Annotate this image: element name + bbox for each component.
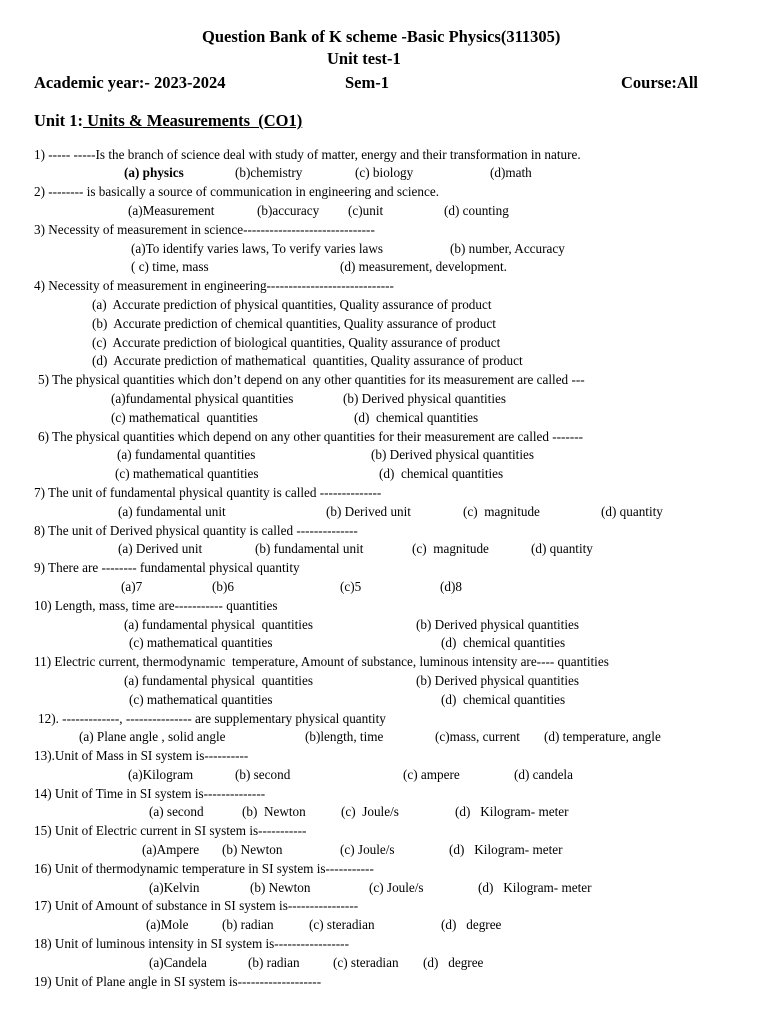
options-row [0, 691, 768, 710]
options-row [0, 465, 768, 484]
option-a: (a) fundamental quantities [117, 447, 256, 463]
question-text: 9) There are -------- fundamental physical quantity [34, 560, 300, 576]
question-list [0, 146, 768, 992]
option-a: (a) Plane angle , solid angle [79, 729, 226, 745]
options-row [0, 409, 768, 428]
option-c: (c)mass, current [435, 729, 520, 745]
question-text: 4) Necessity of measurement in engineering----------------------------- [34, 278, 394, 294]
question-17 [0, 897, 768, 916]
question-18 [0, 935, 768, 954]
option-d: (d) chemical quantities [441, 635, 566, 651]
option-a: (a) fundamental physical quantities [124, 672, 313, 688]
question-12 [0, 710, 768, 729]
option-d: (d) chemical quantities [354, 409, 479, 425]
question-9 [0, 559, 768, 578]
option-c: (c) magnitude [463, 503, 540, 519]
options-row [0, 352, 768, 371]
question-13 [0, 747, 768, 766]
options-row [0, 634, 768, 653]
option-a: (a) second [149, 804, 204, 820]
question-11 [0, 653, 768, 672]
option-c: (c) ampere [403, 766, 460, 782]
option-d: (d) measurement, development. [340, 259, 507, 275]
option-a: (a)Ampere [142, 842, 200, 858]
options-row [0, 315, 768, 334]
question-text: 16) Unit of thermodynamic temperature in SI system is----------- [34, 860, 374, 876]
question-text: 17) Unit of Amount of substance in SI system is---------------- [34, 898, 359, 914]
academic-year: Academic year:- 2023-2024 [34, 73, 226, 92]
options-row [0, 916, 768, 935]
options-row [0, 503, 768, 522]
unit-title: Units & Measurements (CO1) [83, 111, 303, 130]
option-a: (a)Kilogram [128, 766, 194, 782]
option-b: (b) Derived physical quantities [416, 672, 579, 688]
question-text: 7) The unit of fundamental physical quantity is called -------------- [34, 484, 382, 500]
question-text: 3) Necessity of measurement in science------------------------------ [34, 221, 375, 237]
option-c: (c)unit [348, 202, 384, 218]
question-7 [0, 484, 768, 503]
option-d: (d) counting [444, 202, 509, 218]
question-text: 8) The unit of Derived physical quantity is called -------------- [34, 522, 358, 538]
question-text: 1) ----- -----Is the branch of science deal with study of matter, energy and their transformation in nature. [34, 146, 581, 162]
options-row [0, 164, 768, 183]
option-b: (b) second [235, 766, 291, 782]
option-b: (b) Newton [250, 879, 311, 895]
option-d: (d) chemical quantities [379, 466, 504, 482]
question-6 [0, 428, 768, 447]
document-title: Question Bank of K scheme -Basic Physics(311305) [202, 27, 561, 46]
option-a: (a)Kelvin [149, 879, 200, 895]
options-row [0, 954, 768, 973]
option-c: (c)5 [340, 578, 362, 594]
option-d: (d) candela [514, 766, 573, 782]
option-b: (b)chemistry [235, 165, 303, 181]
option-c: (c) Joule/s [341, 804, 399, 820]
options-row [0, 540, 768, 559]
option-b: (b)6 [212, 578, 234, 594]
option-b: (b) Derived physical quantities [343, 390, 506, 406]
option-c: (c) magnitude [412, 541, 489, 557]
question-text: 6) The physical quantities which depend on any other quantities for their measurement are called ------- [38, 428, 584, 444]
options-row [0, 728, 768, 747]
option-b: (b) radian [248, 954, 300, 970]
options-row [0, 672, 768, 691]
question-14 [0, 785, 768, 804]
option-c: ( c) time, mass [131, 259, 209, 275]
option-b: (b) number, Accuracy [450, 240, 565, 256]
option-b: (b)length, time [305, 729, 384, 745]
option-b: (b) Newton [222, 842, 283, 858]
option-a: (a) fundamental unit [118, 503, 226, 519]
question-16 [0, 860, 768, 879]
option-b: (b) Newton [242, 804, 306, 820]
option-a: (a) fundamental physical quantities [124, 616, 313, 632]
options-row [0, 258, 768, 277]
question-text: 13).Unit of Mass in SI system is---------- [34, 748, 249, 764]
option-b: (b) radian [222, 917, 274, 933]
option-c: (c) Accurate prediction of biological quantities, Quality assurance of product [92, 334, 501, 350]
unit-heading [34, 111, 302, 131]
option-d: (d) degree [423, 954, 484, 970]
option-a: (a)fundamental physical quantities [111, 390, 294, 406]
options-row [0, 240, 768, 259]
option-c: (c) mathematical quantities [111, 409, 258, 425]
semester: Sem-1 [345, 73, 389, 92]
option-c: (c) steradian [309, 917, 375, 933]
options-row [0, 616, 768, 635]
option-a: (a)Measurement [128, 202, 215, 218]
unit-label: Unit 1: [34, 111, 84, 130]
option-d: (d) Accurate prediction of mathematical quantities, Quality assurance of product [92, 353, 523, 369]
option-b: (b)accuracy [257, 202, 320, 218]
option-b: (b) Accurate prediction of chemical quantities, Quality assurance of product [92, 315, 496, 331]
options-row [0, 578, 768, 597]
option-d: (d) degree [441, 917, 502, 933]
option-b: (b) Derived physical quantities [416, 616, 579, 632]
options-row [0, 803, 768, 822]
document-subtitle: Unit test-1 [327, 49, 401, 68]
options-row [0, 390, 768, 409]
options-row [0, 841, 768, 860]
options-row [0, 202, 768, 221]
option-a: (a)Mole [146, 917, 189, 933]
question-5 [0, 371, 768, 390]
question-4 [0, 277, 768, 296]
option-c: (c) mathematical quantities [115, 466, 259, 482]
option-c: (c) steradian [333, 954, 399, 970]
question-text: 14) Unit of Time in SI system is-------------- [34, 785, 266, 801]
question-3 [0, 221, 768, 240]
option-c: (c) Joule/s [369, 879, 424, 895]
options-row [0, 766, 768, 785]
question-text: 12). -------------, --------------- are supplementary physical quantity [38, 710, 386, 726]
question-1 [0, 146, 768, 165]
option-d: (d) Kilogram- meter [455, 804, 569, 820]
option-d: (d) Kilogram- meter [478, 879, 592, 895]
option-a: (a)7 [121, 578, 143, 594]
option-d: (d) temperature, angle [544, 729, 661, 745]
course: Course:All [621, 73, 698, 92]
question-text: 15) Unit of Electric current in SI system is----------- [34, 823, 307, 839]
options-row [0, 334, 768, 353]
options-row [0, 446, 768, 465]
option-a: (a)Candela [149, 954, 207, 970]
option-a: (a)To identify varies laws, To verify varies laws [131, 240, 384, 256]
question-text: 19) Unit of Plane angle in SI system is------------------- [34, 973, 322, 989]
option-d: (d) Kilogram- meter [449, 842, 563, 858]
question-text: 2) -------- is basically a source of communication in engineering and science. [34, 184, 439, 200]
option-a: (a) Accurate prediction of physical quantities, Quality assurance of product [92, 296, 492, 312]
option-b: (b) Derived unit [326, 503, 411, 519]
option-c: (c) mathematical quantities [129, 635, 273, 651]
options-row [0, 296, 768, 315]
question-15 [0, 822, 768, 841]
options-row [0, 879, 768, 898]
option-b: (b) Derived physical quantities [371, 447, 534, 463]
question-text: 5) The physical quantities which don’t depend on any other quantities for its measurement are called --- [38, 372, 585, 388]
option-d: (d)math [490, 165, 532, 181]
question-text: 10) Length, mass, time are----------- quantities [34, 597, 278, 613]
question-19 [0, 973, 768, 992]
option-d: (d) quantity [601, 503, 663, 519]
option-d: (d)8 [440, 578, 462, 594]
question-2 [0, 183, 768, 202]
option-c: (c) mathematical quantities [129, 691, 273, 707]
option-c: (c) biology [355, 165, 414, 181]
question-10 [0, 597, 768, 616]
question-8 [0, 522, 768, 541]
option-b: (b) fundamental unit [255, 541, 364, 557]
option-d: (d) chemical quantities [441, 691, 566, 707]
option-a: (a) Derived unit [118, 541, 203, 557]
option-d: (d) quantity [531, 541, 593, 557]
question-text: 18) Unit of luminous intensity in SI system is----------------- [34, 936, 349, 952]
option-c: (c) Joule/s [340, 842, 395, 858]
question-text: 11) Electric current, thermodynamic temperature, Amount of substance, luminous intensity are---- quantities [34, 654, 609, 670]
option-a: (a) physics [124, 165, 184, 181]
